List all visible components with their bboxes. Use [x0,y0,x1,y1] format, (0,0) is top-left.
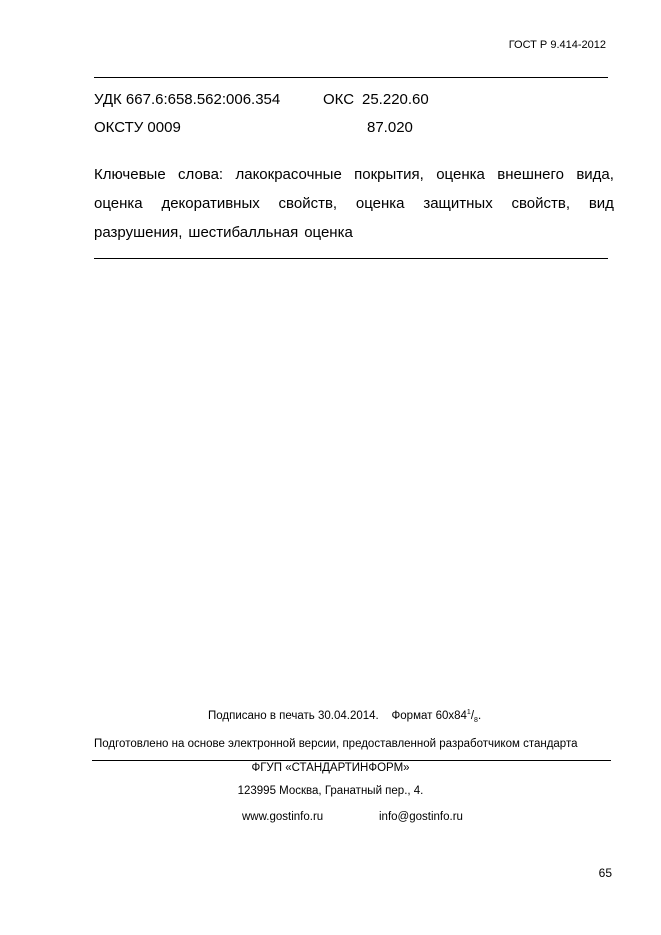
format-denominator: 8 [474,717,478,725]
footer-divider [92,760,611,761]
keyword-word: вида, [576,166,614,183]
keyword-word: вид [588,195,614,212]
signed-date: Подписано в печать 30.04.2014. [208,709,379,722]
publisher-name: ФГУП «СТАНДАРТИНФОРМ» [251,762,410,774]
keyword-word: разрушения, [94,224,183,241]
publisher-address: 123995 Москва, Гранатный пер., 4. [237,785,424,797]
keyword-word: оценка [436,166,485,183]
print-signed-line: Подписано в печать 30.04.2014. Формат $60x84^1/_8$. [208,709,482,725]
keyword-word: декоративных [161,195,260,212]
okstu-secondary-code: 87.020 [367,119,413,136]
keywords-divider [94,258,608,259]
format-numerator: 1 [466,709,471,716]
keywords-line [94,218,614,247]
keyword-word: покрытия, [354,166,424,183]
oks-code: 25.220.60 [362,91,429,108]
page-number: 65 [598,866,612,880]
keyword-word: оценка [94,195,143,212]
format-period: . [477,709,482,722]
oks-label: ОКС [323,91,355,108]
keyword-word: свойств, [511,195,571,212]
keywords-line [94,189,614,218]
keyword-word: шестибалльная [188,224,299,241]
keywords-block [94,160,614,247]
standard-code: ГОСТ Р 9.414-2012 [508,39,606,51]
okstu-code: ОКСТУ 0009 [94,119,181,136]
keyword-word: свойств, [278,195,338,212]
keyword-word: внешнего [497,166,564,183]
website-link[interactable]: www.gostinfo.ru [242,811,324,823]
keywords-line [94,160,614,189]
keyword-word: оценка [355,195,405,212]
udk-code: УДК 667.6:658.562:006.354 [94,91,281,108]
keyword-word: защитных [423,195,493,212]
prepared-note: Подготовлено на основе электронной версии, предоставленной разработчиком стандарта [94,738,578,750]
keyword-word: оценка [304,224,353,241]
top-divider [94,77,608,78]
keyword-word: лакокрасочные [235,166,342,183]
keyword-word: слова: [178,166,224,183]
email-link[interactable]: info@gostinfo.ru [379,811,463,823]
keyword-word: Ключевые [94,166,166,183]
paper-format: Формат 60x84 [391,709,467,722]
